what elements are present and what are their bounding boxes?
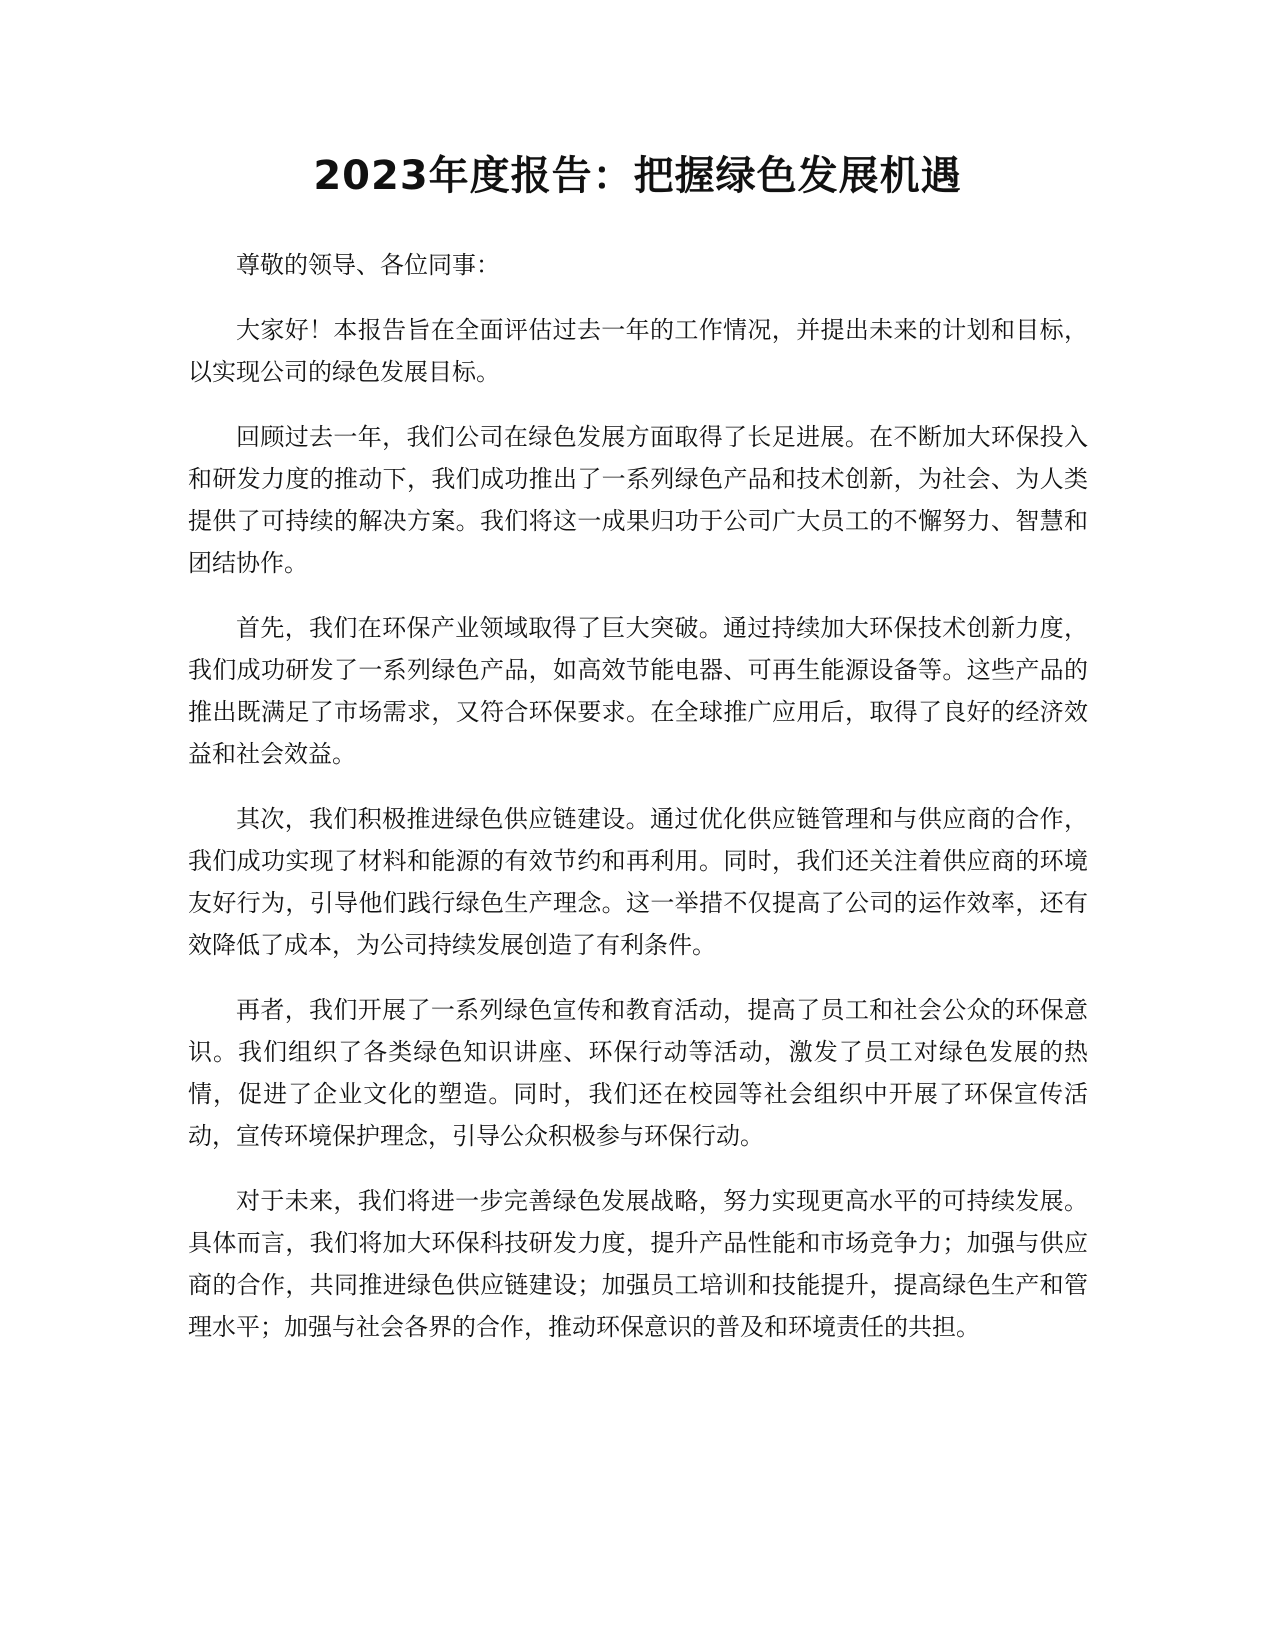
paragraph-first: 首先，我们在环保产业领域取得了巨大突破。通过持续加大环保技术创新力度，我们成功研发了一系列绿色产品，如高效节能电器、可再生能源设备等。这些产品的推出既满足了市场需求，又符合环保要求。在全球推广应用后，取得了良好的经济效益和社会效益。 [188,614,1088,768]
document-body [188,244,1088,1371]
salutation: 尊敬的领导、各位同事： [236,251,500,279]
document-title: 2023年度报告：把握绿色发展机遇 [313,153,962,199]
paragraph-future: 对于未来，我们将进一步完善绿色发展战略，努力实现更高水平的可持续发展。具体而言，我们将加大环保科技研发力度，提升产品性能和市场竞争力；加强与供应商的合作，共同推进绿色供应链建设；加强员工培训和技能提升，提高绿色生产和管理水平；加强与社会各界的合作，推动环保意识的普及和环境责任的共担。 [188,1187,1088,1341]
paragraph-review: 回顾过去一年，我们公司在绿色发展方面取得了长足进展。在不断加大环保投入和研发力度的推动下，我们成功推出了一系列绿色产品和技术创新，为社会、为人类提供了可持续的解决方案。我们将这一成果归功于公司广大员工的不懈努力、智慧和团结协作。 [188,423,1088,577]
paragraph-second: 其次，我们积极推进绿色供应链建设。通过优化供应链管理和与供应商的合作，我们成功实现了材料和能源的有效节约和再利用。同时，我们还关注着供应商的环境友好行为，引导他们践行绿色生产理念。这一举措不仅提高了公司的运作效率，还有效降低了成本，为公司持续发展创造了有利条件。 [188,805,1088,959]
paragraph-third: 再者，我们开展了一系列绿色宣传和教育活动，提高了员工和社会公众的环保意识。我们组织了各类绿色知识讲座、环保行动等活动，激发了员工对绿色发展的热情，促进了企业文化的塑造。同时，我们还在校园等社会组织中开展了环保宣传活动，宣传环境保护理念，引导公众积极参与环保行动。 [188,996,1088,1150]
paragraph-greeting: 大家好！本报告旨在全面评估过去一年的工作情况，并提出未来的计划和目标，以实现公司的绿色发展目标。 [188,316,1088,386]
